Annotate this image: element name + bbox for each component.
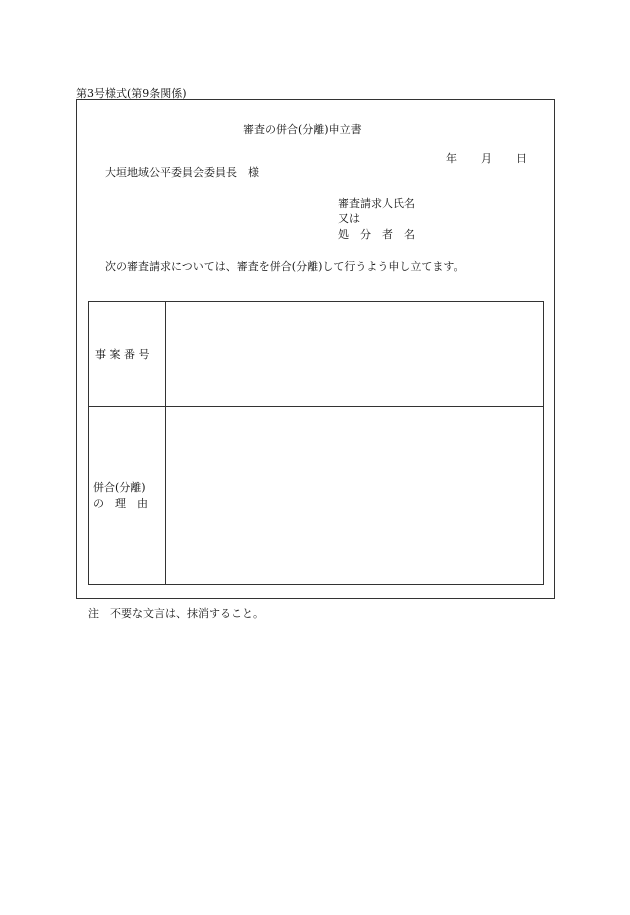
case-number-label bbox=[95, 347, 150, 363]
applicant-line-3: 処 分 者 名 bbox=[338, 228, 415, 241]
table-column-divider bbox=[165, 302, 166, 584]
table-row-divider bbox=[89, 406, 543, 407]
case-number-label-text: 事 案 番 号 bbox=[95, 348, 150, 361]
month-label: 月 bbox=[481, 152, 492, 165]
case-table bbox=[88, 301, 544, 585]
reason-label-line-2: の 理 由 bbox=[93, 497, 148, 510]
year-label: 年 bbox=[446, 152, 457, 165]
reason-label-line-1: 併合(分離) bbox=[93, 481, 146, 494]
footnote: 注 不要な文言は、抹消すること。 bbox=[88, 607, 264, 620]
reason-label bbox=[93, 480, 148, 512]
form-number: 第3号様式(第9条関係) bbox=[76, 87, 187, 100]
case-number-value[interactable] bbox=[167, 302, 543, 406]
request-statement: 次の審査請求については、審査を併合(分離)して行うよう申し立てます。 bbox=[105, 260, 465, 273]
applicant-line-1: 審査請求人氏名 bbox=[338, 197, 415, 210]
applicant-line-2: 又は bbox=[338, 212, 360, 225]
addressee: 大垣地域公平委員会委員長 様 bbox=[105, 166, 259, 179]
reason-value[interactable] bbox=[167, 408, 543, 584]
day-label: 日 bbox=[516, 152, 527, 165]
document-title: 審査の併合(分離)申立書 bbox=[243, 123, 362, 136]
